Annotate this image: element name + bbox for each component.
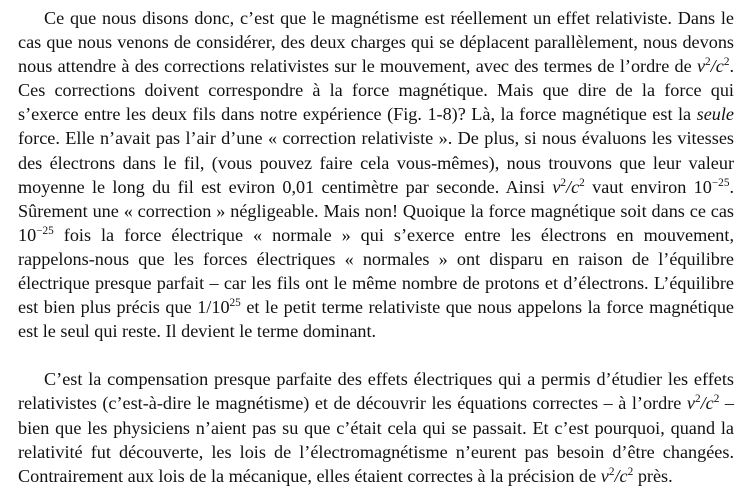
text-segment-sup: 2 [627,465,634,478]
text-segment-math: v [552,176,561,197]
text-segment-sup: 2 [694,393,701,406]
text-segment-txt: . Sûrement une « correction » négligeable. Mais non! Quoique la force magnétique soit dans ce cas 10 [18,176,734,245]
text-segment-sup: 2 [705,56,711,69]
text-segment-math: /c [700,393,714,414]
text-segment-txt: près. [633,465,673,486]
text-segment-sup: 2 [608,465,615,478]
text-segment-txt: Ce que nous disons donc, c’est que le magnétisme est réellement un effet relativiste. Dans le cas que nous venons de considérer, des deux charges qui se déplacent parallèlement, nous devons nous attendre à des corrections relativistes sur le mouvement, avec des termes de l’ordre de [18,8,734,77]
text-segment-math: /c [614,465,628,486]
text-segment-math: /c [710,56,724,77]
text-segment-sup: 25 [229,297,241,310]
text-segment-sup: 2 [713,393,720,406]
text-segment-math: v [600,465,609,486]
text-segment-txt: . Ces corrections doivent correspondre à la force magnétique. Mais que dire de la force qui s’exerce entre les deux fils dans notre expérience (Fig. 1-8)? Là, la force magnétique est la [18,56,734,125]
text-segment-emph: seule [696,104,734,125]
text-segment-txt: force. Elle n’avait pas l’air d’une « correction relativiste ». De plus, si nous évaluons les vitesses des électrons dans le fil, (vous pouvez faire cela vous-mêmes), nous trouvons que leur valeur moyenne le long du fil est eviron 0,01 centimètre par seconde. Ainsi [18,128,734,197]
text-segment-txt: C’est la compensation presque parfaite des effets électriques qui a permis d’étudier les effets relativistes (c’est-à-dire le magnétisme) et de découvrir les équations correctes – à l’ordre [18,369,734,414]
text-segment-math: v [686,393,695,414]
text-segment-txt: et le petit terme relativiste que nous appelons la force magnétique est le seul qui reste. Il devient le terme dominant. [18,297,734,342]
text-segment-txt: vaut environ 10 [584,176,712,197]
paragraph-relativistic-magnetism [18,6,734,343]
text-segment-sup: 2 [723,56,730,69]
text-segment-sup: 2 [579,176,585,189]
text-segment-sup: −25 [711,176,730,189]
paragraph-electric-compensation [18,367,734,487]
text-segment-math: /c [566,176,580,197]
document-page [18,6,734,488]
text-segment-sup: −25 [36,225,54,238]
text-segment-math: v [696,56,706,77]
text-segment-txt: – bien que les physiciens n’aient pas su que c’était cela qui se passait. Et c’est pourquoi, quand la relativité fut découverte, les lois de l’électromagnétisme n’eurent pas besoin d’être changées. Contrairement aux lois de la mécanique, elles étaient correctes à la précision de [18,393,734,486]
text-segment-sup: 2 [560,176,567,189]
text-segment-txt: fois la force électrique « normale » qui s’exerce entre les électrons en mouvement, rappelons-nous que les forces électriques « normales » ont disparu en raison de l’équilibre électrique presque parfait – car les fils ont le même nombre de protons et d’électrons. L’équilibre est bien plus précis que 1/10 [18,224,734,318]
